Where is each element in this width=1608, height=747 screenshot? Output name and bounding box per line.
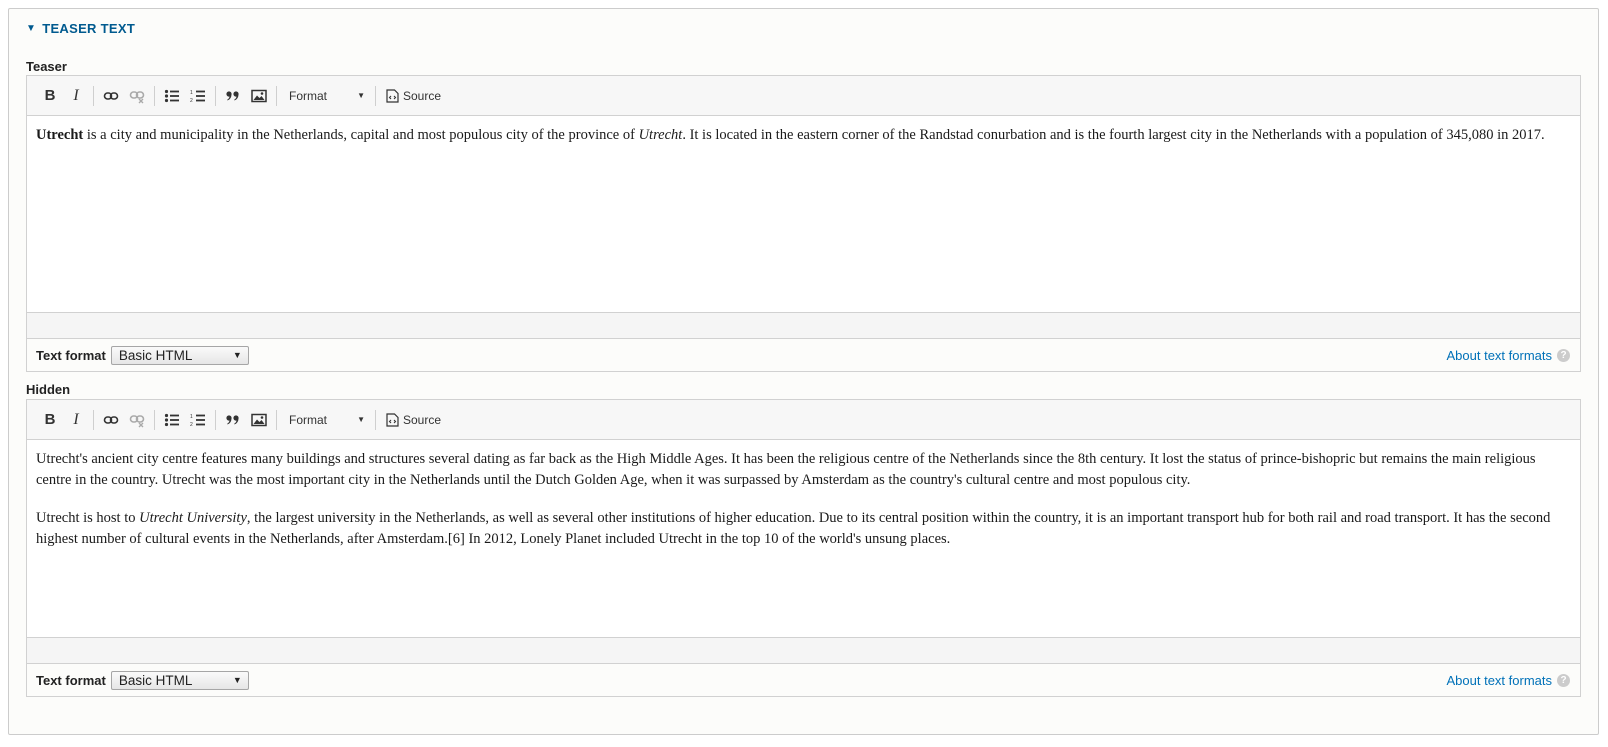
unlink-button[interactable] (124, 83, 150, 109)
italic-text: Utrecht University (139, 510, 247, 526)
hidden-paragraph (36, 508, 1571, 550)
format-dropdown[interactable] (281, 83, 371, 109)
toolbar-separator (215, 86, 216, 106)
format-dropdown-label: Format (289, 88, 328, 103)
editor-toolbar (27, 400, 1580, 440)
source-button[interactable] (380, 83, 447, 109)
select-arrow-icon: ▼ (232, 675, 242, 685)
image-icon (251, 88, 267, 104)
toolbar-separator (215, 410, 216, 430)
text-format-label: Text format (36, 672, 106, 688)
paragraph-text: , the largest university in the Netherlands, as well as several other institutions of higher education. Due to its central position within the country, it is an important transport hub for both rail and road transport. It has the second highest number of cultural events in the Netherlands, after Amsterdam.[6] In 2012, Lonely Planet included Utrecht in the top 10 of the world's unsung places. (36, 510, 1551, 547)
triangle-down-icon: ▼ (26, 23, 37, 34)
numbered-list-button[interactable] (185, 407, 211, 433)
bold-button[interactable]: B (44, 411, 56, 428)
source-icon (386, 89, 399, 103)
text-format-bar (27, 663, 1580, 696)
link-button[interactable] (98, 83, 124, 109)
paragraph-text: is a city and municipality in the Netherlands, capital and most populous city of the province of (83, 127, 639, 143)
numbered-list-icon (190, 88, 206, 104)
editor-statusbar (27, 637, 1580, 663)
teaser-label: Teaser (26, 59, 67, 74)
teaser-paragraph (36, 125, 1571, 146)
link-button[interactable] (98, 407, 124, 433)
teaser-editor (26, 75, 1581, 372)
numbered-list-icon (190, 412, 206, 428)
toolbar-separator (276, 86, 277, 106)
bulleted-list-icon (164, 412, 180, 428)
bold-text: Utrecht (36, 127, 84, 143)
svg-text:2: 2 (190, 97, 193, 104)
text-format-select[interactable] (111, 346, 249, 365)
editor-statusbar (27, 312, 1580, 338)
source-button-label: Source (403, 412, 442, 427)
svg-text:1: 1 (190, 89, 193, 96)
unlink-icon (129, 412, 145, 428)
toolbar-separator (276, 410, 277, 430)
about-text-formats-link[interactable] (1447, 673, 1571, 688)
blockquote-icon (225, 412, 241, 428)
image-button[interactable] (246, 407, 272, 433)
editor-toolbar (27, 76, 1580, 116)
source-button-label: Source (403, 88, 442, 103)
select-arrow-icon: ▼ (232, 350, 242, 360)
about-text-formats-label: About text formats (1446, 672, 1552, 688)
paragraph-text: . It is located in the eastern corner of the Randstad conurbation and is the fourth largest city in the Netherlands with a population of 345,080 in 2017. (682, 127, 1545, 143)
bulleted-list-button[interactable] (159, 83, 185, 109)
bulleted-list-icon (164, 88, 180, 104)
toolbar-separator (154, 86, 155, 106)
link-icon (103, 412, 119, 428)
caret-down-icon: ▼ (357, 91, 365, 100)
toolbar-separator (93, 86, 94, 106)
italic-text: Utrecht (638, 127, 683, 143)
teaser-text-fieldset (8, 8, 1599, 735)
italic-button[interactable]: I (73, 410, 79, 428)
teaser-content-area[interactable] (27, 116, 1580, 312)
svg-text:2: 2 (190, 421, 193, 428)
hidden-content-area[interactable] (27, 440, 1580, 637)
fieldset-toggle[interactable] (26, 21, 135, 36)
source-button[interactable] (380, 407, 447, 433)
blockquote-icon (225, 88, 241, 104)
help-icon: ? (1557, 674, 1570, 687)
link-icon (103, 88, 119, 104)
toolbar-separator (375, 86, 376, 106)
hidden-editor (26, 399, 1581, 697)
blockquote-button[interactable] (220, 83, 246, 109)
paragraph-text: Utrecht is host to (36, 510, 140, 526)
toolbar-separator (154, 410, 155, 430)
text-format-value: Basic HTML (118, 347, 193, 363)
text-format-select[interactable] (111, 671, 249, 690)
numbered-list-button[interactable] (185, 83, 211, 109)
format-dropdown[interactable] (281, 407, 371, 433)
caret-down-icon: ▼ (357, 415, 365, 424)
blockquote-button[interactable] (220, 407, 246, 433)
help-icon: ? (1557, 349, 1570, 362)
toolbar-separator (93, 410, 94, 430)
italic-button[interactable]: I (73, 86, 79, 104)
about-text-formats-link[interactable] (1447, 348, 1571, 363)
format-dropdown-label: Format (289, 412, 328, 427)
text-format-bar (27, 338, 1580, 371)
image-icon (251, 412, 267, 428)
bulleted-list-button[interactable] (159, 407, 185, 433)
svg-text:1: 1 (190, 413, 193, 420)
bold-button[interactable]: B (44, 87, 56, 104)
hidden-paragraph: Utrecht's ancient city centre features many buildings and structures several dating as far back as the High Middle Ages. It has been the religious centre of the Netherlands since the 8th century. It lost the status of prince-bishopric but remains the main religious centre in the country. Utrecht was the most important city in the Netherlands until the Dutch Golden Age, when it was surpassed by Amsterdam as the country's cultural centre and most populous city. (36, 451, 1536, 488)
hidden-label: Hidden (26, 382, 71, 397)
text-format-value: Basic HTML (118, 672, 193, 688)
toolbar-separator (375, 410, 376, 430)
unlink-button[interactable] (124, 407, 150, 433)
fieldset-title: TEASER TEXT (42, 21, 136, 36)
image-button[interactable] (246, 83, 272, 109)
about-text-formats-label: About text formats (1446, 347, 1552, 363)
unlink-icon (129, 88, 145, 104)
source-icon (386, 413, 399, 427)
text-format-label: Text format (36, 347, 106, 363)
